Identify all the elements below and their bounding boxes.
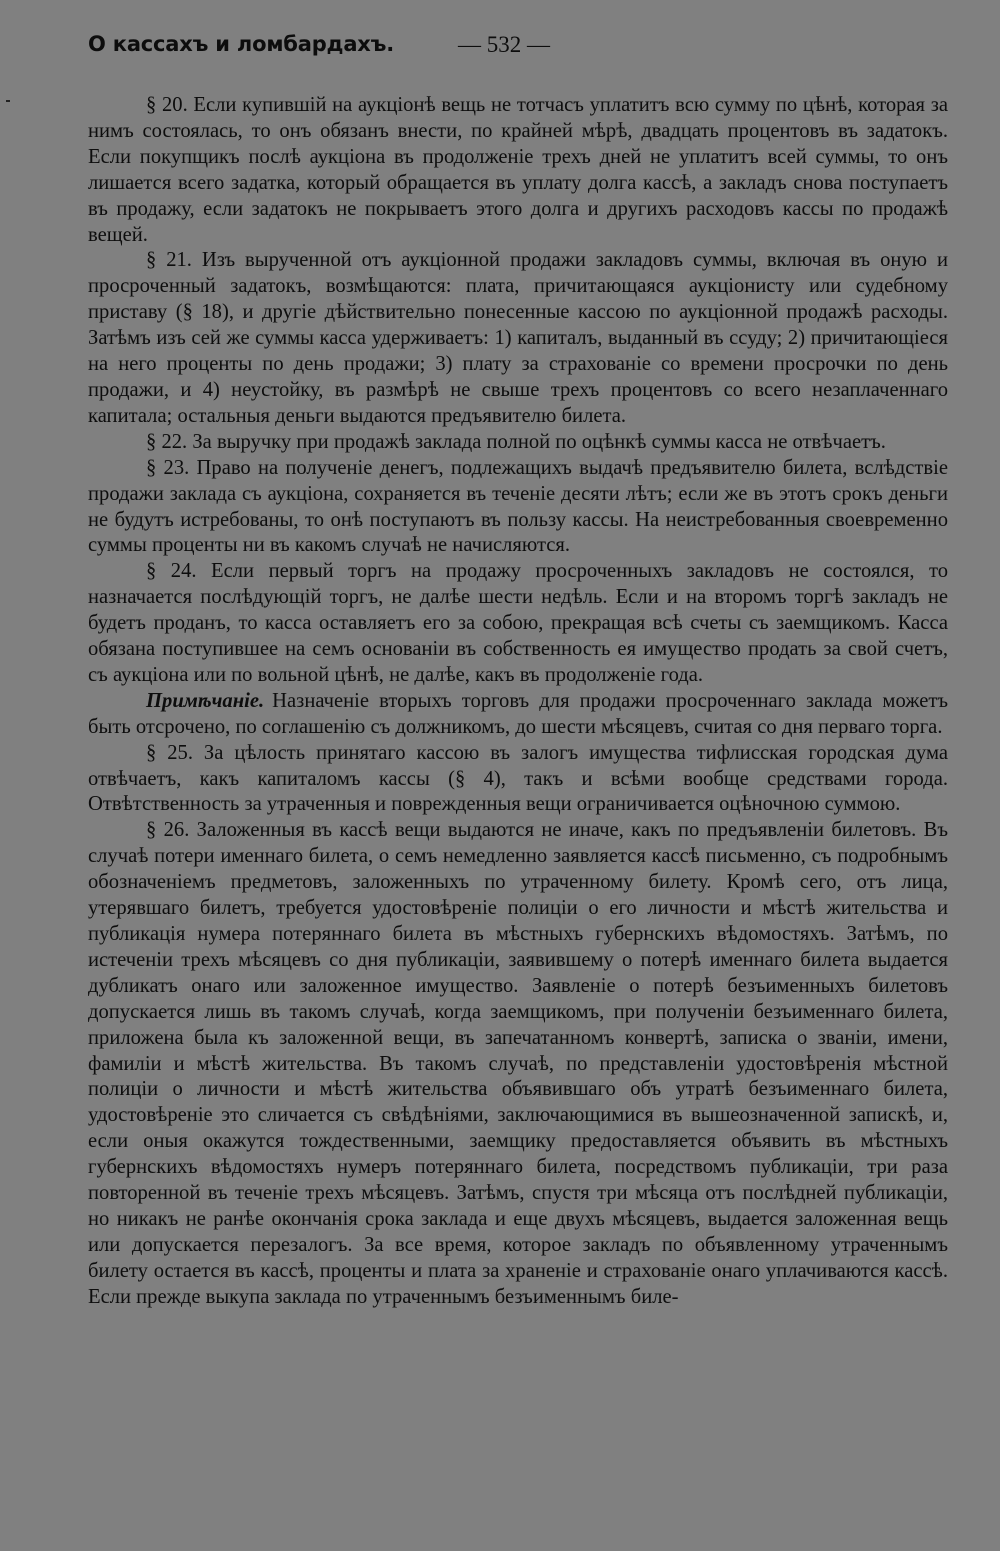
note-paragraph	[88, 689, 948, 741]
page-header	[88, 32, 948, 66]
paragraph-23: § 23. Право на полученіе денегъ, подлежащихъ выдачѣ предъявителю билета, вслѣдствіе продажи заклада съ аукціона, сохраняется въ теченіе десяти лѣтъ; если же въ этотъ срокъ деньги не будутъ истребованы, то онѣ поступаютъ въ пользу кассы. На неистребованныя своевременно суммы проценты ни въ какомъ случаѣ не начисляются.	[88, 456, 948, 557]
paragraph-25: § 25. За цѣлость принятаго кассою въ залогъ имущества тифлисская городская дума отвѣчаетъ, какъ капиталомъ кассы (§ 4), такъ и всѣми вообще средствами города. Отвѣтственность за утраченныя и поврежденныя вещи ограничивается оцѣночною суммою.	[88, 741, 948, 816]
paragraph-24: § 24. Если первый торгъ на продажу просроченныхъ закладовъ не состоялся, то назначается послѣдующій торгъ, не далѣе шести недѣль. Если и на второмъ торгѣ закладъ не будетъ проданъ, то касса оставляетъ его за собою, прекращая всѣ счеты съ заемщикомъ. Касса обязана поступившее на семъ основаніи въ собственность ея имущество продать за свой счетъ, съ аукціона или по вольной цѣнѣ, не далѣе, какъ въ продолженіе года.	[88, 560, 948, 686]
paragraph-26: § 26. Заложенныя въ кассѣ вещи выдаются не иначе, какъ по предъявленіи билетовъ. Въ случаѣ потери именнаго билета, о семъ немедленно заявляется кассѣ письменно, съ подробнымъ обозначеніемъ предметовъ, заложенныхъ по утраченному билету. Кромѣ сего, отъ лица, утерявшаго билетъ, требуется удостовѣреніе полиціи о его личности и мѣстѣ жительства и публикація нумера потеряннаго билета въ мѣстныхъ губернскихъ вѣдомостяхъ. Затѣмъ, по истеченіи трехъ мѣсяцевъ со дня публикаціи, заявившему о потерѣ именнаго билета выдается дубликатъ онаго или заложенное имущество. Заявленіе о потерѣ безъименныхъ билетовъ допускается лишь въ такомъ случаѣ, когда заемщикомъ, при полученіи безъименнаго билета, приложена была къ заложенной вещи, въ запечатанномъ конвертѣ, записка о званіи, имени, фамиліи и мѣстѣ жительства. Въ такомъ случаѣ, по представленіи удостовѣренія мѣстной полиціи о личности и мѣстѣ жительства объявившаго объ утратѣ безъименнаго билета, удостовѣреніе это сличается съ свѣдѣніями, заключающимися въ вышеозначенной запискѣ, и, если оныя окажутся тождественными, заемщику предоставляется объявить въ мѣстныхъ губернскихъ вѣдомостяхъ нумеръ потеряннаго билета, посредствомъ публикаціи, три раза повторенной въ теченіе трехъ мѣсяцевъ. Затѣмъ, спустя три мѣсяца отъ послѣдней публикаціи, но никакъ не ранѣе окончанія срока заклада и еще двухъ мѣсяцевъ, выдается заложенная вещь или допускается перезалогъ. За все время, которое закладъ по объявленному утраченнымъ билету остается въ кассѣ, проценты и плата за храненіе и страхованіе онаго уплачиваются кассѣ. Если прежде выкупа заклада по утраченнымъ безъименнымъ биле-	[88, 819, 948, 1308]
paragraph-20: § 20. Если купившій на аукціонѣ вещь не тотчасъ уплатитъ всю сумму по цѣнѣ, которая за нимъ состоялась, то онъ обязанъ внести, по крайней мѣрѣ, двадцать процентовъ въ задатокъ. Если покупщикъ послѣ аукціона въ продолженіе трехъ дней не уплатитъ всей суммы, то онъ лишается всего задатка, который обращается въ уплату долга кассѣ, а закладъ снова поступаетъ въ продажу, если задатокъ не покрываетъ этого долга и другихъ расходовъ кассы по продажѣ вещей.	[88, 94, 948, 246]
note-label: Примѣчаніе.	[146, 689, 265, 712]
paragraph-21: § 21. Изъ вырученной отъ аукціонной продажи закладовъ суммы, включая въ оную и просроченный задатокъ, возмѣщаются: плата, причитающаяся аукціонисту или судебному приставу (§ 18), и другіе дѣйствительно понесенные кассою по аукціонной продажѣ расходы. Затѣмъ изъ сей же суммы касса удерживаетъ: 1) капиталъ, выданный въ ссуду; 2) причитающіеся на него проценты по день продажи; 3) плату за страхованіе со времени просрочки по день продажи, и 4) неустойку, въ размѣрѣ не свыше трехъ процентовъ со всего незаплаченнаго капитала; остальныя деньги выдаются предъявителю билета.	[88, 249, 948, 427]
scan-speck	[6, 100, 10, 102]
paragraph-22: § 22. За выручку при продажѣ заклада полной по оцѣнкѣ суммы касса не отвѣчаетъ.	[146, 430, 886, 453]
note-text: Назначеніе вторыхъ торговъ для продажи просроченнаго заклада можетъ быть отсрочено, по соглашенію съ должникомъ, до шести мѣсяцевъ, считая со дня перваго торга.	[88, 689, 948, 738]
body-text	[88, 93, 948, 1311]
running-title: О кассахъ и ломбардахъ.	[88, 32, 394, 56]
page-number: — 532 —	[458, 32, 550, 57]
